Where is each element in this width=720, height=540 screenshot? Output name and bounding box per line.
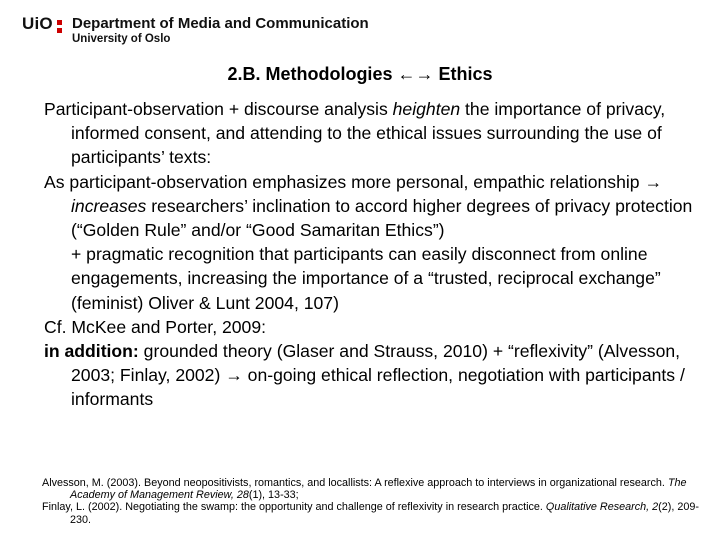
title-right: Ethics — [438, 64, 493, 84]
paragraph-1 — [44, 97, 704, 170]
p4-text-b: on-going ethical reflection, negotiation with participants / informants — [71, 365, 685, 410]
slide-body — [44, 97, 704, 412]
uio-logo-mark — [22, 14, 62, 34]
paragraph-2 — [44, 170, 704, 243]
department-name: Department of Media and Communication — [72, 15, 369, 32]
university-name: University of Oslo — [72, 33, 171, 45]
references — [42, 477, 702, 526]
p4-bold-lead: in addition: — [44, 341, 139, 362]
ref2-pages: (2), 209-230. — [70, 501, 699, 526]
paragraph-3: Cf. McKee and Porter, 2009: — [44, 316, 267, 337]
bidirectional-arrow-icon: ←→ — [397, 64, 434, 84]
ref1-text: Alvesson, M. (2003). Beyond neopositivists, romantics, and locallists: A reflexive approach to interviews in organizational research. — [42, 477, 668, 489]
logo-red-dot-icon — [57, 20, 62, 25]
right-arrow-icon: → — [225, 365, 243, 386]
ref2-text: Finlay, L. (2002). Negotiating the swamp: the opportunity and challenge of reflexivity in research practice. — [42, 501, 546, 514]
ref1-pages: (1), 13-33; — [248, 489, 299, 502]
university-logo — [22, 14, 422, 50]
paragraph-4 — [44, 339, 704, 412]
ref1-journal: The Academy of Management Review, 28 — [70, 477, 687, 502]
p1-emphasis: heighten — [392, 99, 461, 119]
p2-text-b: researchers’ inclination to accord higher degrees of privacy protection (“Golden Rule” and/or “Good Samaritan Ethics”) — [71, 195, 693, 241]
paragraph-2-continuation: + pragmatic recognition that participants can easily disconnect from online engagements, increasing the importance of a “trusted, reciprocal exchange” (feminist) Oliver & Lunt 2004, 107) — [71, 244, 661, 313]
uio-logo-text: UiO — [22, 14, 53, 33]
p2-text-a: As participant-observation emphasizes more personal, empathic relationship — [44, 171, 645, 192]
p4-text-a: grounded theory (Glaser and Strauss, 2010) + “reflexivity” (Alvesson, 2003; Finlay, 2002) — [71, 341, 681, 386]
p1-text-a: Participant-observation + discourse analysis — [44, 99, 393, 119]
right-arrow-icon: → — [644, 171, 663, 192]
p2-emphasis: increases — [71, 195, 147, 216]
p1-text-b: the importance of privacy, informed consent, and attending to the ethical issues surrounding the use of participants’ texts: — [71, 99, 666, 168]
reference-2 — [42, 501, 702, 525]
reference-1 — [42, 477, 702, 501]
title-left: 2.B. Methodologies — [227, 64, 393, 84]
slide-title — [0, 64, 720, 85]
ref2-journal: Qualitative Research, 2 — [545, 501, 659, 514]
